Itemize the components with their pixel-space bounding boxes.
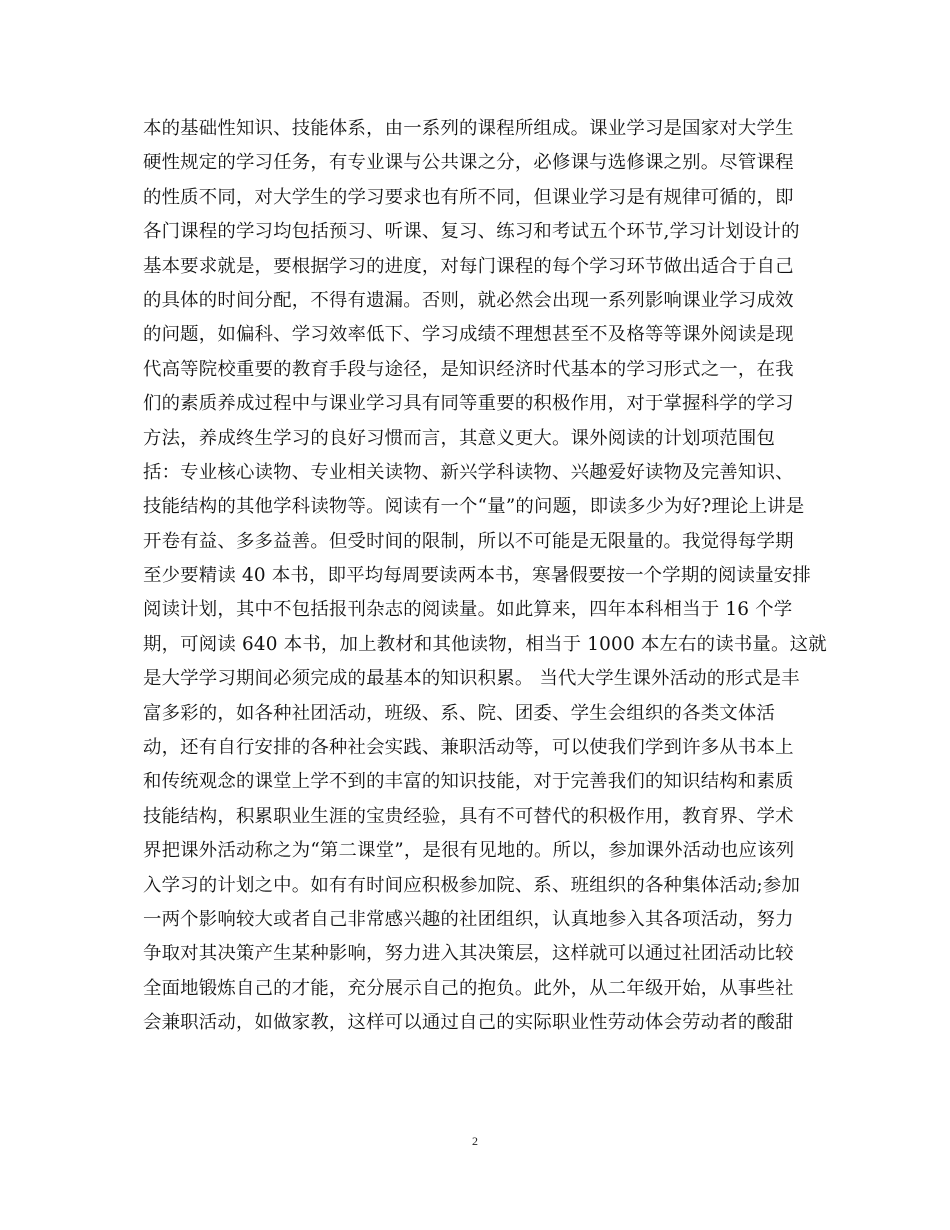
text-line: 本的基础性知识、技能体系，由一系列的课程所组成。课业学习是国家对大学生 [143, 118, 794, 139]
text-line: 一两个影响较大或者自己非常感兴趣的社团组织，认真地参入其各项活动，努力 [143, 908, 794, 930]
text-line: 硬性规定的学习任务，有专业课与公共课之分，必修课与选修课之别。尽管课程 [143, 152, 794, 174]
text-line: 富多彩的，如各种社团活动，班级、系、院、团委、学生会组织的各类文体活 [143, 702, 776, 724]
text-line: 括：专业核心读物、专业相关读物、新兴学科读物、兴趣爱好读物及完善知识、 [143, 461, 794, 483]
body-text [143, 112, 827, 1041]
text-line: 们的素质养成过程中与课业学习具有同等重要的积极作用，对于掌握科学的学习 [143, 393, 794, 415]
text-line: 全面地锻炼自己的才能，充分展示自己的抱负。此外，从二年级开始，从事些社 [143, 977, 794, 999]
text-line: 的具体的时间分配，不得有遗漏。否则，就必然会出现一系列影响课业学习成效 [143, 289, 794, 311]
text-line: 技能结构的其他学科读物等。阅读有一个“量”的问题，即读多少为好?理论上讲是 [143, 496, 805, 518]
text-line: 的性质不同，对大学生的学习要求也有所不同，但课业学习是有规律可循的，即 [143, 186, 794, 208]
text-line: 阅读计划，其中不包括报刊杂志的阅读量。如此算来，四年本科相当于 16 个学 [143, 599, 793, 621]
text-line: 开卷有益、多多益善。但受时间的限制，所以不可能是无限量的。我觉得每学期 [143, 530, 794, 552]
text-line: 是大学学习期间必须完成的最基本的知识积累。 当代大学生课外活动的形式是丰 [143, 668, 800, 690]
text-line: 争取对其决策产生某种影响，努力进入其决策层，这样就可以通过社团活动比较 [143, 943, 794, 965]
text-line: 界把课外活动称之为“第二课堂”，是很有见地的。所以，参加课外活动也应该列 [143, 840, 795, 862]
text-line: 方法，养成终生学习的良好习惯而言，其意义更大。课外阅读的计划项范围包 [143, 427, 776, 449]
text-line: 期，可阅读 640 本书，加上教材和其他读物，相当于 1000 本左右的读书量。这就 [143, 633, 827, 655]
text-line: 和传统观念的课堂上学不到的丰富的知识技能，对于完善我们的知识结构和素质 [143, 771, 794, 793]
text-line: 技能结构，积累职业生涯的宝贵经验，具有不可替代的积极作用，教育界、学术 [143, 805, 794, 827]
text-line: 代高等院校重要的教育手段与途径，是知识经济时代基本的学习形式之一，在我 [143, 358, 794, 380]
text-line: 基本要求就是，要根据学习的进度，对每门课程的每个学习环节做出适合于自己 [143, 255, 794, 277]
text-line: 动，还有自行安排的各种社会实践、兼职活动等，可以使我们学到许多从书本上 [143, 737, 794, 759]
page-number: 2 [472, 1134, 478, 1148]
text-line: 入学习的计划之中。如有有时间应积极参加院、系、班组织的各种集体活动;参加 [143, 874, 801, 896]
text-line: 会兼职活动，如做家教，这样可以通过自己的实际职业性劳动体会劳动者的酸甜 [143, 1012, 794, 1034]
text-line: 各门课程的学习均包括预习、听课、复习、练习和考试五个环节,学习计划设计的 [143, 221, 800, 243]
text-line: 至少要精读 40 本书，即平均每周要读两本书，寒暑假要按一个学期的阅读量安排 [143, 565, 811, 587]
text-line: 的问题，如偏科、学习效率低下、学习成绩不理想甚至不及格等等课外阅读是现 [143, 324, 794, 346]
